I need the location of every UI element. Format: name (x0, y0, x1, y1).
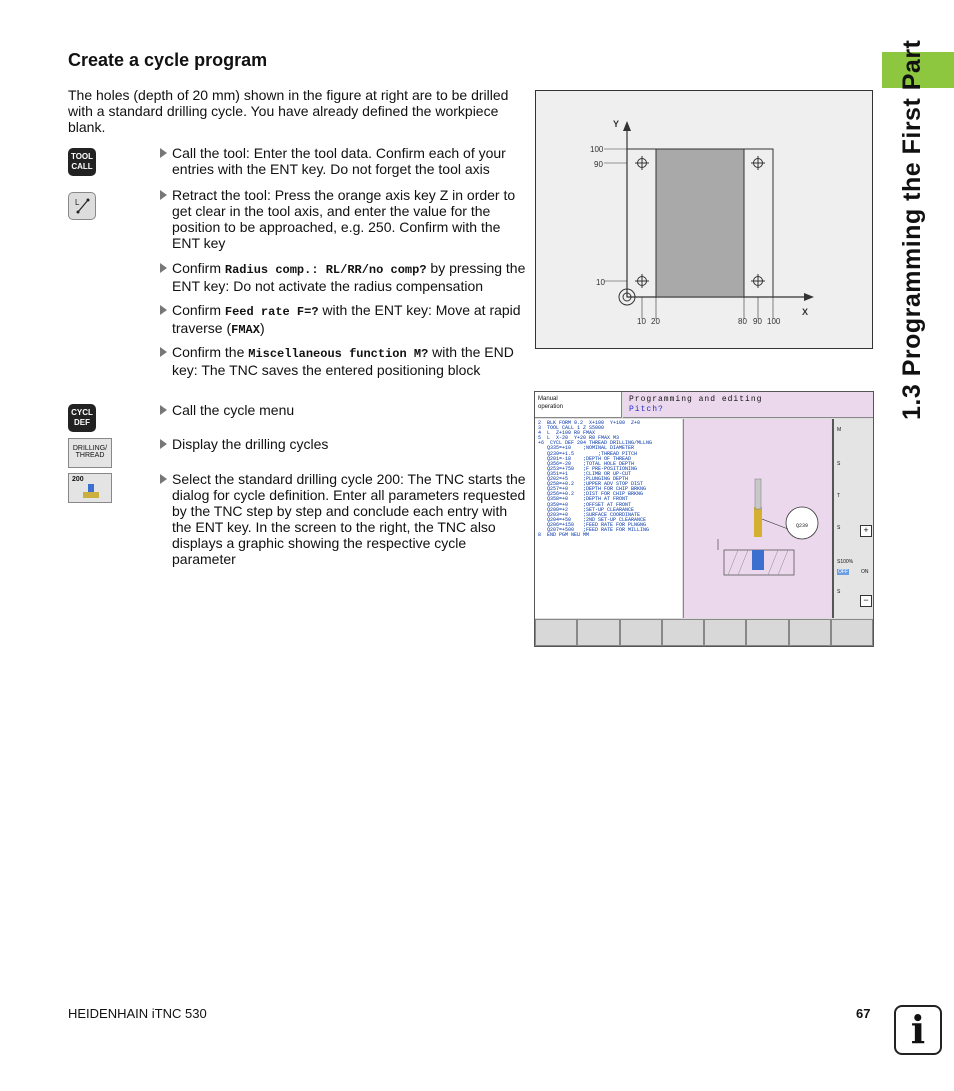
step-text: Confirm (172, 260, 225, 276)
tool-call-key (68, 148, 96, 176)
section-heading: Create a cycle program (68, 50, 268, 70)
screen-title: Programming and editing (629, 395, 763, 404)
mode-line1: Manual (538, 396, 558, 402)
step-text: by pressing the ENT key: Do not activate the radius compensation (172, 260, 526, 294)
softkey-slot (535, 619, 577, 646)
side-t-label: T (837, 493, 841, 499)
step-arrow-icon (160, 263, 167, 273)
x-tick-20: 20 (651, 317, 660, 326)
y-tick-10: 10 (596, 278, 605, 287)
step-arrow-icon (160, 305, 167, 315)
softkey-slot (577, 619, 619, 646)
side-toolbar (832, 419, 873, 618)
minus-icon: − (860, 595, 872, 607)
mode-line2: operation (538, 404, 564, 410)
cycle-200-label: 200 (72, 476, 84, 483)
step-text: with the END key: The TNC saves the entered positioning block (172, 344, 514, 378)
cycl-def-key-line2: DEF (74, 418, 90, 427)
step-call-tool (160, 145, 528, 177)
step-text: Confirm the (172, 344, 249, 360)
y-axis-label: Y (613, 119, 620, 129)
workpiece-drawing (536, 91, 872, 348)
softkey-row (535, 619, 873, 646)
step-text: Display the drilling cycles (172, 436, 329, 452)
page-number: 67 (856, 1006, 871, 1021)
step-radius-comp (160, 260, 528, 294)
drilling-softkey-line1: DRILLING/ (72, 445, 108, 452)
drilling-softkey-line2: THREAD (75, 452, 105, 459)
q239-label: Q239 (796, 523, 809, 529)
x-axis-label: X (802, 307, 809, 317)
step-select-cycle-200 (160, 471, 528, 567)
step-code: Feed rate F=? (224, 305, 319, 319)
step-text: Confirm (172, 302, 225, 318)
x-tick-10: 10 (637, 317, 646, 326)
step-code: FMAX (231, 323, 260, 337)
on-label: ON (861, 569, 869, 575)
tool-call-key-line2: CALL (71, 162, 93, 171)
step-code: Miscellaneous function M? (248, 347, 429, 361)
cycl-def-key-line1: CYCL (71, 408, 93, 417)
side-s-label: S (837, 461, 841, 467)
step-arrow-icon (160, 347, 167, 357)
intro-paragraph: The holes (depth of 20 mm) shown in the figure at right are to be drilled with a standard drilling cycle. You have already defined the workpiece blank. (68, 87, 509, 135)
info-icon-letter: i (910, 1007, 926, 1052)
step-arrow-icon (160, 148, 167, 158)
step-arrow-icon (160, 474, 167, 484)
drilling-thread-softkey (68, 438, 112, 468)
step-code: Radius comp.: RL/RR/no comp? (224, 263, 427, 277)
step-text: ) (259, 320, 265, 336)
svg-text:L: L (75, 198, 80, 207)
softkey-slot (831, 619, 873, 646)
program-listing: 2 BLK FORM 0.2 X+100 Y+100 Z+0 3 TOOL CALL 1 Z S5000 4 L Z+100 R0 FMAX 5 L X-20 Y+20 R0 FMAX M3 +6 CYCL DEF 204 THREAD DRILLING/MLLNG Q335=+10 ;NOMINAL DIAMETER Q239=+1.5 ;THREAD PITCH Q201=-18 ;DEPTH OF THREAD Q356=-20 ;TOTAL HOLE DEPTH Q253=+750 ;F PRE-POSITIONING Q351=+1 ;CLIMB OR UP-CUT Q202=+5 ;PLUNGING DEPTH Q258=+0.2 ;UPPER ADV STOP DIST Q257=+0 ;DEPTH FOR CHIP BRKNG Q256=+0.2 ;DIST FOR CHIP BRKNG Q358=+0 ;DEPTH AT FRONT Q359=+0 ;OFFSET AT FRONT Q200=+2 ;SET-UP CLEARANCE Q203=+0 ;SURFACE COORDINATE Q204=+50 ;2ND SET-UP CLEARANCE Q206=+150 ;FEED RATE FOR PLNGNG Q207=+500 ;FEED RATE FOR MILLING 8 END PGM NEU MM (535, 419, 682, 618)
s100-label: S100% (837, 559, 854, 565)
screen-prompt: Pitch? (629, 405, 664, 414)
x-tick-80: 80 (738, 317, 747, 326)
step-misc-function (160, 344, 528, 378)
drill-cycle-icon (69, 474, 113, 504)
line-path-icon (69, 193, 95, 219)
info-icon (894, 1005, 942, 1055)
x-tick-90: 90 (753, 317, 762, 326)
screen-mode-box (535, 392, 622, 418)
tool-call-key-line1: TOOL (70, 152, 94, 161)
softkey-slot (620, 619, 662, 646)
cycle-200-softkey (68, 473, 112, 503)
cycl-def-key (68, 404, 96, 432)
thread-drilling-graphic (684, 419, 832, 618)
step-cycle-menu (160, 402, 528, 418)
plus-icon: + (860, 525, 872, 537)
tnc-screen (534, 391, 874, 647)
side-s3-label: S (837, 589, 841, 595)
step-text: Retract the tool: Press the orange axis key Z in order to get clear in the tool axis, and enter the value for the position to be approached, e.g. 250. Confirm with the ENT key (172, 187, 516, 251)
step-text: with the ENT key: Move at rapid traverse ( (172, 302, 521, 336)
approach-key-icon (68, 192, 96, 220)
softkey-slot (704, 619, 746, 646)
screen-header (623, 392, 873, 418)
step-arrow-icon (160, 190, 167, 200)
side-chapter-title: 1.3 Programming the First Part (898, 39, 926, 420)
step-arrow-icon (160, 405, 167, 415)
step-arrow-icon (160, 439, 167, 449)
workpiece-figure (535, 90, 873, 349)
step-feed-rate (160, 302, 528, 338)
step-text: Call the tool: Enter the tool data. Confirm each of your entries with the ENT key. Do not forget the tool axis (172, 145, 506, 177)
y-tick-100: 100 (590, 145, 604, 154)
step-text: Select the standard drilling cycle 200: The TNC starts the dialog for cycle definition. Enter all parameters requested by the TNC step by step and conclude each entry with the ENT key. In the screen to the right, the TNC also displays a graphic showing the respective cycle parameter (172, 471, 526, 567)
side-s2-label: S (837, 525, 841, 531)
step-text: Call the cycle menu (172, 402, 295, 418)
x-tick-100: 100 (767, 317, 781, 326)
off-label: OFF (838, 569, 848, 575)
step-retract-tool (160, 187, 528, 251)
footer-product: HEIDENHAIN iTNC 530 (68, 1006, 207, 1021)
y-tick-90: 90 (594, 160, 603, 169)
side-m-label: M (837, 427, 842, 433)
softkey-slot (789, 619, 831, 646)
step-drilling-cycles (160, 436, 528, 452)
cycle-graphic (683, 419, 831, 618)
softkey-slot (662, 619, 704, 646)
softkey-slot (746, 619, 788, 646)
